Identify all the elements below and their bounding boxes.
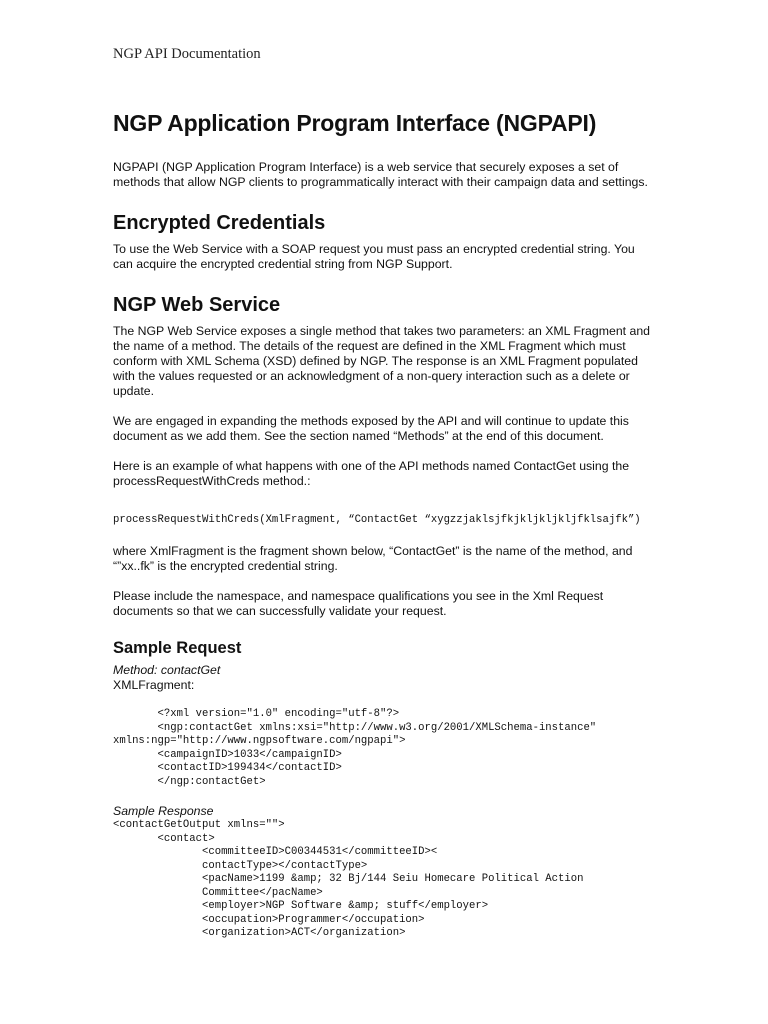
web-service-heading: NGP Web Service bbox=[113, 294, 281, 316]
encrypted-credentials-text: To use the Web Service with a SOAP request you must pass an encrypted credential string. You can acquire the encrypted credential string from NGP Support. bbox=[113, 242, 635, 271]
sample-response-heading: Sample Response bbox=[113, 804, 214, 818]
web-service-paragraph-2: We are engaged in expanding the methods exposed by the API and will continue to update this document as we add them. See the section named “Methods” at the end of this document. bbox=[113, 414, 629, 443]
sample-request-heading: Sample Request bbox=[113, 639, 242, 657]
sample-request-code: <?xml version="1.0" encoding="utf-8"?> <ngp:contactGet xmlns:xsi="http://www.w3.org/2001/XMLSchema-instance" xmlns:ngp="http://www.ngpsoftware.com/ngpapi"> <campaignID>1033</campaignID> <contactID>199434</contactID> </ngp:contactGet> bbox=[113, 708, 597, 788]
web-service-paragraph-5: Please include the namespace, and namespace qualifications you see in the Xml Request documents so that we can successfully validate your request. bbox=[113, 589, 604, 618]
web-service-paragraph-4: where XmlFragment is the fragment shown below, “ContactGet” is the name of the method, and “”xx..fk” is the encrypted credential string. bbox=[113, 544, 633, 573]
sample-response-code: <contactGetOutput xmlns=""> <contact> <committeeID>C00344531</committeeID>< contactType></contactType> <pacName>1199 &amp; 32 Bj/144 Seiu Homecare Political Action Committee</pacName> <employer>NGP Software &amp; stuff</employer> <occupation>Programmer</occupation> <organization>ACT</organization> bbox=[113, 819, 584, 939]
web-service-paragraph-1: The NGP Web Service exposes a single method that takes two parameters: an XML Fragment and the name of a method. The details of the request are defined in the XML Fragment which must conform with XML Schema (XSD) defined by NGP. The response is an XML Fragment populated with the values requested or an acknowledgment of a non-query interaction such as a delete or update. bbox=[113, 324, 651, 398]
xml-fragment-label: XMLFragment: bbox=[113, 678, 195, 692]
running-header: NGP API Documentation bbox=[113, 46, 261, 62]
method-label: Method: contactGet bbox=[113, 663, 221, 677]
document-title: NGP Application Program Interface (NGPAPI) bbox=[113, 110, 597, 136]
encrypted-credentials-heading: Encrypted Credentials bbox=[113, 212, 326, 234]
web-service-paragraph-3: Here is an example of what happens with one of the API methods named ContactGet using the processRequestWithCreds method.: bbox=[113, 459, 630, 488]
intro-paragraph: NGPAPI (NGP Application Program Interface) is a web service that securely exposes a set of methods that allow NGP clients to programmatically interact with their campaign data and settings. bbox=[113, 160, 648, 189]
method-call-example: processRequestWithCreds(XmlFragment, “ContactGet “xygzzjaklsjfkjkljkljkljfklsajfk”) bbox=[113, 514, 641, 526]
document-body bbox=[113, 108, 653, 941]
